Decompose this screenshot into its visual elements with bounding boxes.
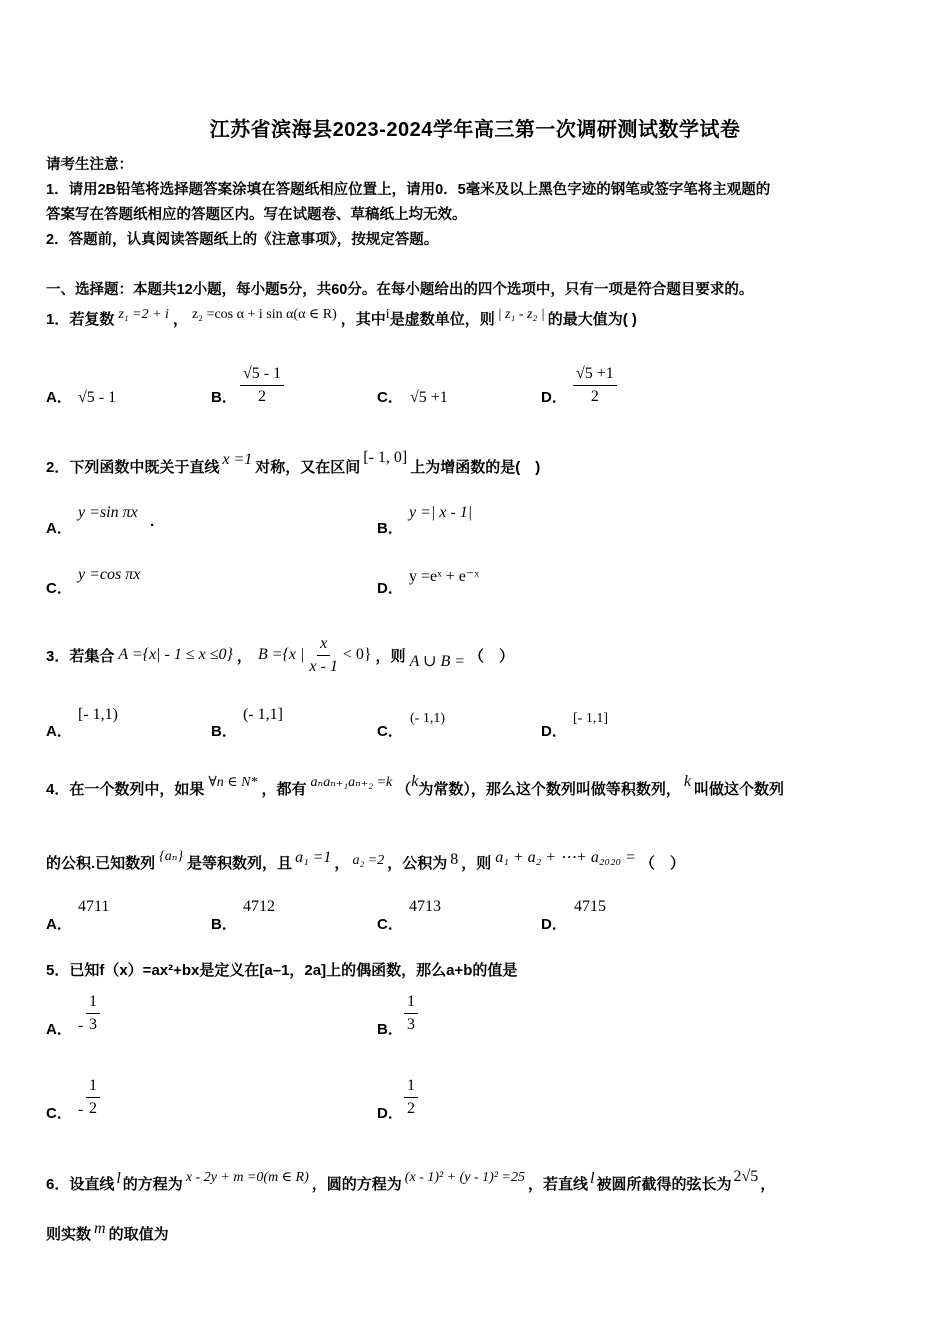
q4-sequence: {aₙ} (159, 849, 184, 864)
question-1-stem (46, 308, 637, 329)
q6-circle-equation: (x - 1)² + (y - 1)² =25 (404, 1170, 525, 1185)
q3-text-4: （ ） (469, 647, 515, 665)
q4-k: k (411, 773, 419, 790)
q6-l-2: l (590, 1170, 595, 1187)
q6-text-8: 的取值为 (108, 1226, 169, 1243)
q5-option-a-den: 3 (89, 1016, 97, 1033)
q3-set-b-post: < 0} (342, 646, 372, 663)
q5-option-d-den: 2 (407, 1100, 415, 1117)
notice-line-1: 1．请用2B铅笔将选择题答案涂填在答题纸相应位置上，请用0．5毫米及以上黑色字迹的钢笔或签字笔将主观题的 (46, 182, 771, 198)
q2-option-a-value: y =sin πx (78, 504, 138, 521)
q1-option-d-den: 2 (590, 388, 599, 405)
q4-forall: ∀n ∈ N* (208, 775, 258, 790)
q1-option-b-num: √5 - 1 (240, 364, 284, 386)
q4-option-a-value: 4711 (78, 898, 110, 915)
q4-text-5: 叫做这个数列 (693, 781, 784, 798)
q4-text-8: ， (334, 855, 350, 872)
q1-z2: z₂ =cos α + i sin α(α ∈ R) (191, 307, 337, 322)
q3-option-c-value: (- 1,1) (410, 711, 445, 726)
q1-option-b-label[interactable]: B． (211, 389, 237, 406)
q2-option-a-label[interactable]: A． (46, 520, 72, 537)
q3-set-b-num: x (317, 634, 330, 656)
q4-option-d-label[interactable]: D． (541, 916, 567, 933)
q5-option-b-label[interactable]: B． (377, 1021, 403, 1038)
q6-text-4: ，若直线 (527, 1176, 588, 1193)
q1-option-d-label[interactable]: D． (541, 389, 567, 406)
q5-option-a-sign: - (78, 1017, 84, 1034)
q5-option-b-num: 1 (404, 992, 418, 1014)
q1-option-a-label[interactable]: A． (46, 389, 72, 406)
q5-option-d-label[interactable]: D． (377, 1105, 403, 1122)
q1-text-2: ， (172, 311, 188, 328)
q6-l: l (116, 1170, 121, 1187)
q4-option-b-value: 4712 (243, 898, 275, 915)
q4-option-b-label[interactable]: B． (211, 916, 237, 933)
q6-text-1: 6．设直线 (46, 1176, 115, 1193)
q5-option-c-den: 2 (89, 1100, 97, 1117)
question-4-stem-1 (46, 773, 784, 799)
q1-text-1: 1．若复数 (46, 311, 115, 328)
q4-product: aₙaₙ₊₁aₙ₊₂ =k (310, 775, 393, 790)
q6-text-2: 的方程为 (122, 1176, 183, 1193)
q3-set-b-fraction (306, 634, 340, 677)
q5-option-a-num: 1 (86, 992, 100, 1014)
q3-option-d-value: [- 1,1] (573, 711, 608, 726)
q2-text-3: 上为增函数的是( ) (410, 459, 541, 476)
q5-option-c-num: 1 (86, 1076, 100, 1098)
q1-option-b-den: 2 (258, 388, 267, 405)
q3-option-b-value: (- 1,1] (243, 706, 283, 723)
q4-eight: 8 (450, 851, 459, 868)
question-3-stem (46, 635, 514, 675)
q4-text-10: ，则 (461, 855, 492, 872)
q1-option-a-value: √5 - 1 (78, 389, 117, 406)
q4-a1: a₁ =1 (295, 849, 332, 866)
q4-text-3: （ (396, 781, 412, 798)
q5-option-c-fraction (86, 1076, 100, 1119)
q3-option-a-value: [- 1,1) (78, 706, 118, 723)
q5-option-c-label[interactable]: C． (46, 1105, 72, 1122)
q2-option-d-label[interactable]: D． (377, 580, 403, 597)
q3-set-b-den: x - 1 (309, 657, 338, 675)
q4-text-2: ，都有 (261, 781, 307, 798)
question-6-stem-2 (46, 1220, 169, 1244)
q1-z1: z₁ =2 + i (118, 307, 169, 322)
q4-text-9: ，公积为 (387, 855, 448, 872)
q6-text-7: 则实数 (46, 1226, 92, 1243)
q6-text-6: ， (760, 1176, 776, 1193)
q3-union: A ∪ B = (409, 653, 466, 670)
q3-option-d-label[interactable]: D． (541, 723, 567, 740)
q1-option-d-fraction (573, 364, 617, 407)
q4-option-c-label[interactable]: C． (377, 916, 403, 933)
q2-option-d-value: y =eˣ + e⁻ˣ (409, 568, 479, 585)
q4-a2: a₂ =2 (352, 853, 385, 868)
q2-text-1: 2．下列函数中既关于直线 (46, 459, 220, 476)
q6-text-3: ，圆的方程为 (311, 1176, 402, 1193)
q1-text-5: 的最大值为( ) (547, 311, 637, 328)
q1-option-b-fraction (240, 364, 284, 407)
q2-interval: [- 1, 0] (363, 449, 408, 466)
q4-option-d-value: 4715 (574, 898, 606, 915)
q2-line: x =1 (222, 451, 253, 468)
q3-option-b-label[interactable]: B． (211, 723, 237, 740)
q5-option-b-fraction (404, 992, 418, 1035)
q4-sum: a₁ + a₂ + ⋯+ a₂₀₂₀ = (495, 849, 636, 866)
q5-option-d-fraction (404, 1076, 418, 1119)
q3-option-a-label[interactable]: A． (46, 723, 72, 740)
q1-option-c-value: √5 +1 (410, 389, 448, 406)
q5-option-a-fraction (86, 992, 100, 1035)
question-4-stem-2 (46, 849, 685, 873)
q5-option-b-den: 3 (407, 1016, 415, 1033)
question-5-stem: 5．已知f（x）=ax²+bx是定义在[a–1，2a]上的偶函数，那么a+b的值是 (46, 962, 518, 979)
q3-text-2: ， (236, 647, 252, 665)
q2-option-c-label[interactable]: C． (46, 580, 72, 597)
q2-text-2: 对称，又在区间 (255, 459, 361, 476)
q2-option-b-value: y =| x - 1| (409, 504, 473, 521)
q2-option-c-value: y =cos πx (78, 566, 141, 583)
q4-text-4: 为常数），那么这个数列叫做等积数列， (418, 781, 681, 798)
notice-line-3: 2．答题前，认真阅读答题纸上的《注意事项》，按规定答题。 (46, 232, 439, 248)
notice-line-2: 答案写在答题纸相应的答题区内。写在试题卷、草稿纸上均无效。 (46, 207, 467, 223)
q4-option-a-label[interactable]: A． (46, 916, 72, 933)
q1-option-c-label[interactable]: C． (377, 389, 403, 406)
q4-text-1: 4．在一个数列中，如果 (46, 781, 205, 798)
q3-text-1: 3．若集合 (46, 647, 115, 665)
section-heading: 一、选择题：本题共12小题，每小题5分，共60分。在每小题给出的四个选项中，只有一项是符合题目要求的。 (46, 282, 754, 298)
q5-option-d-num: 1 (404, 1076, 418, 1098)
q6-m: m (94, 1220, 106, 1237)
q3-option-c-label[interactable]: C． (377, 723, 403, 740)
q3-set-a: A ={x| - 1 ≤ x ≤0} (118, 646, 233, 663)
q6-line-equation: x - 2y + m =0(m ∈ R) (185, 1170, 309, 1185)
q4-text-11: （ ） (639, 855, 685, 872)
question-2-stem (46, 449, 541, 477)
q5-option-c-sign: - (78, 1101, 84, 1118)
q3-text-3: ，则 (375, 647, 406, 665)
question-6-stem-1 (46, 1168, 776, 1194)
q1-option-d-num: √5 +1 (573, 364, 617, 386)
q4-text-7: 是等积数列，且 (187, 855, 293, 872)
q1-text-4: 是虚数单位，则 (389, 311, 495, 328)
q2-option-b-label[interactable]: B． (377, 520, 403, 537)
page-title: 江苏省滨海县2023-2024学年高三第一次调研测试数学试卷 (209, 119, 741, 141)
q1-i: i (385, 307, 390, 322)
q6-chord-length: 2√5 (733, 1168, 759, 1185)
q6-text-5: 被圆所截得的弦长为 (596, 1176, 732, 1193)
q1-abs: | z₁ - z₂ | (497, 307, 545, 322)
q1-text-3: ，其中 (340, 311, 386, 328)
q4-option-c-value: 4713 (409, 898, 441, 915)
q5-option-a-label[interactable]: A． (46, 1021, 72, 1038)
q4-k-2: k (683, 773, 691, 790)
q4-text-6: 的公积.已知数列 (46, 855, 156, 872)
q2-option-a-dot: . (150, 513, 155, 530)
q3-set-b-pre: B ={x | (257, 646, 305, 663)
notice-heading: 请考生注意： (46, 157, 133, 173)
